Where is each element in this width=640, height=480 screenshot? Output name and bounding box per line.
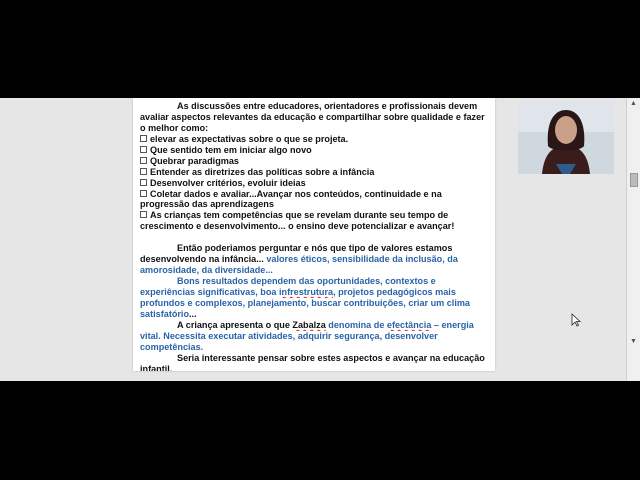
- document-text-run: crescimento e desenvolvimento... o ensino deve potencializar e avançar!: [140, 221, 455, 232]
- bullet-box-icon: [140, 157, 147, 164]
- mouse-pointer-icon: [571, 313, 581, 327]
- scroll-down-icon[interactable]: ▼: [630, 338, 637, 345]
- document-text-run: vital. Necessita executar atividades, adquirir segurança, desenvolver: [140, 330, 438, 341]
- document-line[interactable]: [140, 221, 490, 232]
- document-line[interactable]: [140, 265, 490, 276]
- document-text-run: infantil.: [140, 363, 173, 371]
- document-text-run: elevar as expectativas sobre o que se projeta.: [150, 133, 349, 144]
- document-text-run: , projetos pedagógicos mais: [333, 286, 456, 297]
- document-text-run: avaliar aspectos relevantes da educação e compartilhar sobre qualidade e fazer: [140, 111, 485, 122]
- vertical-scrollbar[interactable]: [626, 98, 640, 381]
- document-text-run: ...: [189, 308, 197, 319]
- document-line[interactable]: [140, 309, 490, 320]
- document-line[interactable]: [140, 254, 490, 265]
- bullet-box-icon: [140, 168, 147, 175]
- document-text-run: Então poderiamos perguntar e nós que tipo de valores estamos: [177, 243, 453, 254]
- document-line[interactable]: [140, 364, 490, 372]
- document-text-run: As crianças tem competências que se revelam durante seu tempo de: [150, 210, 449, 221]
- document-text-run: As discussões entre educadores, orientadores e profissionais devem: [177, 101, 478, 111]
- bullet-box-icon: [140, 211, 147, 218]
- bullet-box-icon: [140, 179, 147, 186]
- document-body[interactable]: [140, 101, 490, 371]
- document-text-run: o melhor como:: [140, 122, 209, 133]
- document-bullet-line[interactable]: [140, 189, 490, 200]
- document-line[interactable]: [140, 199, 490, 210]
- word-processor-window: [0, 98, 640, 381]
- document-text-run: Desenvolver critérios, evoluir ideias: [150, 177, 306, 188]
- document-text-run: amorosidade, da diversidade...: [140, 265, 273, 276]
- document-line[interactable]: [140, 331, 490, 342]
- document-text-run: Quebrar paradigmas: [150, 155, 239, 166]
- document-text-run: Bons resultados dependem das oportunidades, contextos e: [177, 276, 436, 286]
- document-text-run: infrestrutura: [279, 286, 334, 297]
- webcam-presenter-video: [518, 102, 614, 174]
- document-bullet-line[interactable]: [140, 145, 490, 156]
- document-text-run: A criança apresenta o que: [177, 319, 293, 330]
- document-text-run: Entender as diretrizes das políticas sobre a infância: [150, 166, 375, 177]
- document-text-run: satisfatório: [140, 308, 190, 319]
- document-text-run: – energia: [431, 319, 474, 330]
- document-bullet-line[interactable]: [140, 210, 490, 221]
- document-text-run: progressão das aprendizagens: [140, 199, 274, 210]
- document-text-run: experiências significativas, boa: [140, 286, 279, 297]
- document-text-run: valores éticos, sensibilidade da inclusão, da: [266, 254, 458, 265]
- document-bullet-line[interactable]: [140, 156, 490, 167]
- document-text-run: Seria interessante pensar sobre estes aspectos e avançar na educação: [177, 352, 485, 363]
- document-bullet-line[interactable]: [140, 178, 490, 189]
- document-text-run: Zabalza: [292, 319, 326, 330]
- document-line[interactable]: [140, 243, 490, 254]
- document-line[interactable]: [140, 287, 490, 298]
- document-line[interactable]: [140, 342, 490, 353]
- presenter-video-frame: [518, 102, 614, 174]
- document-bullet-line[interactable]: [140, 134, 490, 145]
- document-blank-line[interactable]: [140, 232, 490, 243]
- document-text-run: efectância: [386, 319, 432, 330]
- document-text-run: desenvolvendo na infância...: [140, 254, 267, 265]
- document-text-run: Coletar dados e avaliar...Avançar nos conteúdos, continuidade e na: [150, 188, 442, 199]
- document-line[interactable]: [140, 298, 490, 309]
- document-line[interactable]: [140, 112, 490, 123]
- bullet-box-icon: [140, 135, 147, 142]
- document-text-run: Que sentido tem em iniciar algo novo: [150, 144, 312, 155]
- document-page[interactable]: [133, 98, 495, 371]
- document-line[interactable]: [140, 276, 490, 287]
- document-line[interactable]: [140, 123, 490, 134]
- bullet-box-icon: [140, 190, 147, 197]
- document-line[interactable]: [140, 101, 490, 112]
- document-line[interactable]: [140, 320, 490, 331]
- document-bullet-line[interactable]: [140, 167, 490, 178]
- bullet-box-icon: [140, 146, 147, 153]
- scroll-thumb[interactable]: [630, 173, 638, 187]
- document-text-run: competências.: [140, 341, 204, 352]
- scroll-up-icon[interactable]: ▲: [630, 100, 637, 107]
- document-line[interactable]: [140, 353, 490, 364]
- document-text-run: denomina de: [325, 319, 387, 330]
- document-text-run: profundos e complexos, planejamento, buscar contribuições, criar um clima: [140, 297, 470, 308]
